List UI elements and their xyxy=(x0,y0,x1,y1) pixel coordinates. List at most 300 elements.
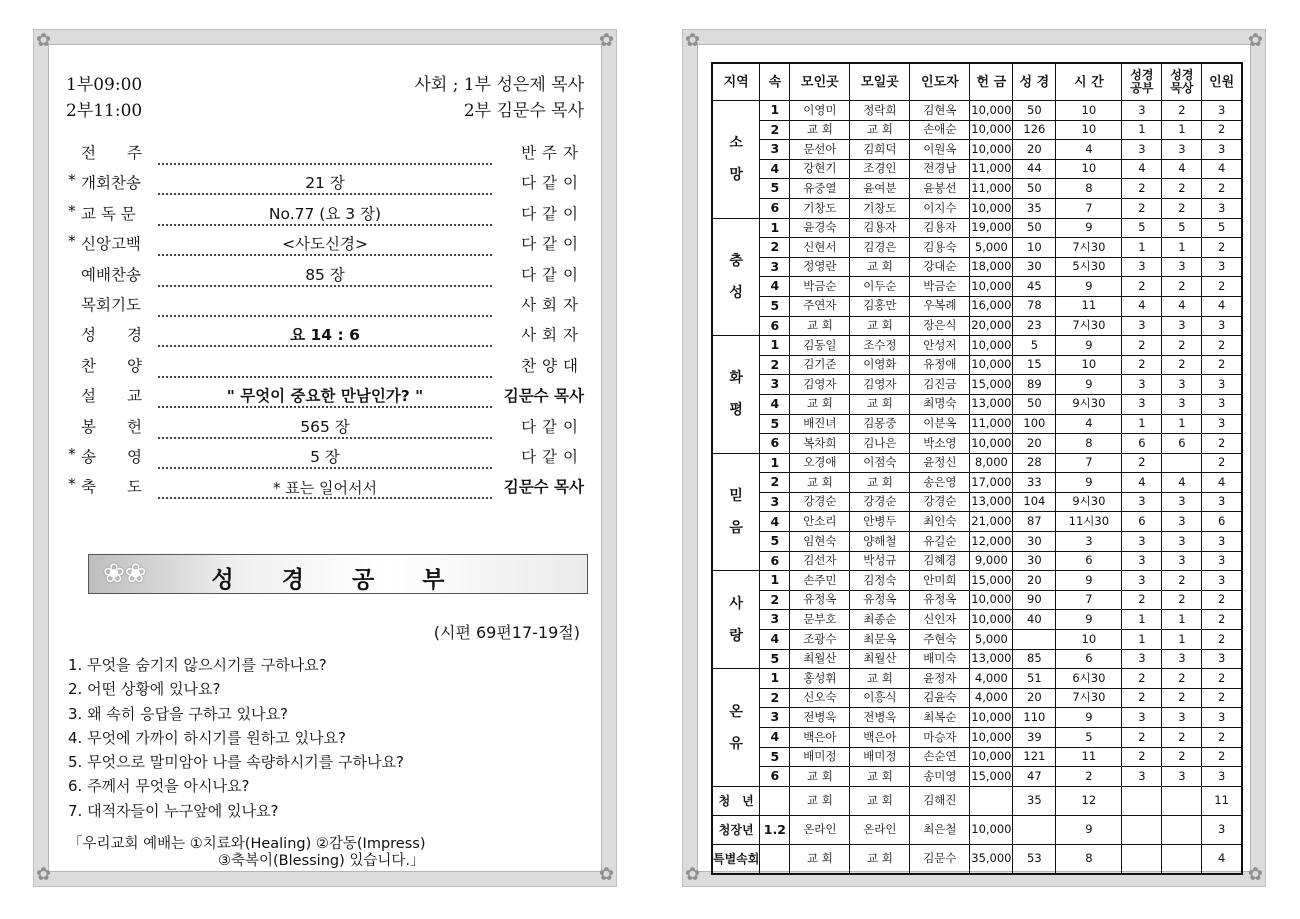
table-cell: 2 xyxy=(1122,336,1162,356)
table-cell: 50 xyxy=(1013,218,1056,238)
table-cell: 7 xyxy=(1056,590,1122,610)
table-cell: 18,000 xyxy=(970,257,1013,277)
worship-item-name: 봉 헌 xyxy=(81,417,142,436)
table-cell: 김용숙 xyxy=(910,238,970,258)
table-cell: 1 xyxy=(1162,630,1202,650)
service-time-2: 2부11:00 xyxy=(66,101,143,121)
region-name-char: 소 xyxy=(729,135,743,152)
table-cell: 4 xyxy=(1162,159,1202,179)
table-cell: 정영란 xyxy=(790,257,850,277)
table-cell: 4,000 xyxy=(970,688,1013,708)
table-row xyxy=(712,375,1242,395)
table-cell: 10,000 xyxy=(970,434,1013,454)
table-row xyxy=(712,336,1242,356)
table-cell: 2 xyxy=(1122,688,1162,708)
table-cell: 13,000 xyxy=(970,394,1013,414)
group-number-cell: 5 xyxy=(760,414,790,434)
stand-mark: * xyxy=(68,171,76,190)
table-cell: 126 xyxy=(1013,120,1056,140)
table-row xyxy=(712,257,1242,277)
table-cell: 전경남 xyxy=(910,159,970,179)
worship-item xyxy=(68,263,584,293)
table-cell: 20 xyxy=(1013,571,1056,591)
table-cell: 신인자 xyxy=(910,610,970,630)
table-cell: 2 xyxy=(1202,728,1242,748)
table-cell: 2 xyxy=(1122,728,1162,748)
table-cell: 10,000 xyxy=(970,815,1013,844)
table-cell: 교 회 xyxy=(850,473,910,493)
table-cell: 4 xyxy=(1202,159,1242,179)
worship-item-detail-text: 85 장 xyxy=(299,266,351,284)
worship-item-detail xyxy=(158,232,492,254)
table-cell: 7 xyxy=(1056,453,1122,473)
region-name-cell xyxy=(712,101,760,219)
table-cell: 2 xyxy=(1122,669,1162,689)
table-cell: 20,000 xyxy=(970,316,1013,336)
daisy-icon: ❀❀ xyxy=(103,559,147,589)
table-cell: 3 xyxy=(1202,492,1242,512)
table-cell: 104 xyxy=(1013,492,1056,512)
table-cell: 3 xyxy=(1122,375,1162,395)
table-cell: 9 xyxy=(1056,375,1122,395)
table-cell: 10 xyxy=(1056,355,1122,375)
stand-mark: * xyxy=(68,201,76,220)
table-cell: 9시30 xyxy=(1056,492,1122,512)
worship-item xyxy=(68,293,584,323)
region-name-char: 평 xyxy=(729,402,743,419)
region-name-char: 화 xyxy=(729,370,743,387)
table-cell: 김선자 xyxy=(790,551,850,571)
table-cell: 윤정자 xyxy=(910,669,970,689)
table-cell: 87 xyxy=(1013,512,1056,532)
service-time-row-2 xyxy=(66,96,584,122)
table-cell: 유정옥 xyxy=(790,590,850,610)
table-cell: 9 xyxy=(1056,571,1122,591)
table-cell: 20 xyxy=(1013,434,1056,454)
table-cell: 39 xyxy=(1013,728,1056,748)
table-row xyxy=(712,140,1242,160)
region-name-cell: 특별속회 xyxy=(712,844,760,874)
table-cell xyxy=(1162,786,1202,815)
table-cell: 2 xyxy=(1162,747,1202,767)
table-cell: 10,000 xyxy=(970,747,1013,767)
table-row xyxy=(712,198,1242,218)
table-cell: 5 xyxy=(1056,728,1122,748)
table-cell: 3 xyxy=(1202,140,1242,160)
flower-ornament-icon: ✿ xyxy=(36,30,52,51)
table-row xyxy=(712,101,1242,121)
table-cell: 최인숙 xyxy=(910,512,970,532)
table-cell: 백은아 xyxy=(850,728,910,748)
table-cell: 최은철 xyxy=(910,815,970,844)
table-cell: 44 xyxy=(1013,159,1056,179)
table-cell: 주연자 xyxy=(790,296,850,316)
table-cell xyxy=(1122,815,1162,844)
group-number-cell xyxy=(760,786,790,815)
group-number-cell: 2 xyxy=(760,238,790,258)
table-cell: 121 xyxy=(1013,747,1056,767)
table-cell: 28 xyxy=(1013,453,1056,473)
table-cell xyxy=(1122,786,1162,815)
table-cell: 6 xyxy=(1056,649,1122,669)
worship-item-name: 교 독 문 xyxy=(81,204,136,223)
table-cell: 이분옥 xyxy=(910,414,970,434)
table-cell: 13,000 xyxy=(970,492,1013,512)
table-cell: 10,000 xyxy=(970,120,1013,140)
table-cell: 3 xyxy=(1122,101,1162,121)
bible-study-title: 성 경 공 부 xyxy=(211,567,465,593)
table-cell: 2 xyxy=(1162,198,1202,218)
table-row xyxy=(712,786,1242,815)
worship-item-leader: 사회자 xyxy=(521,296,584,314)
table-cell: 20 xyxy=(1013,688,1056,708)
question-item: 7. 대적자들이 누구앞에 있나요? xyxy=(68,801,279,820)
table-cell: 3 xyxy=(1122,708,1162,728)
table-cell: 기창도 xyxy=(790,198,850,218)
table-cell: 3 xyxy=(1162,767,1202,787)
group-number-cell: 1 xyxy=(760,101,790,121)
group-number-cell: 5 xyxy=(760,747,790,767)
table-cell: 교 회 xyxy=(790,394,850,414)
table-cell: 윤봉선 xyxy=(910,179,970,199)
table-cell: 3 xyxy=(1056,532,1122,552)
worship-item-leader: 사회자 xyxy=(521,326,584,345)
table-cell: 3 xyxy=(1202,649,1242,669)
table-cell: 김기준 xyxy=(790,355,850,375)
table-cell: 3 xyxy=(1162,649,1202,669)
table-cell: 교 회 xyxy=(850,394,910,414)
table-row xyxy=(712,434,1242,454)
question-item: 4. 무엇에 가까이 하시기를 원하고 있나요? xyxy=(68,728,346,747)
table-cell: 9시30 xyxy=(1056,394,1122,414)
table-cell: 1 xyxy=(1162,414,1202,434)
service-time-row-1 xyxy=(66,70,584,96)
table-cell: 21,000 xyxy=(970,512,1013,532)
table-cell: 45 xyxy=(1013,277,1056,297)
table-cell: 박금순 xyxy=(790,277,850,297)
table-row xyxy=(712,610,1242,630)
question-item: 3. 왜 속히 응답을 구하고 있나요? xyxy=(68,704,288,723)
table-cell: 1 xyxy=(1122,610,1162,630)
table-cell: 배진녀 xyxy=(790,414,850,434)
table-cell: 90 xyxy=(1013,590,1056,610)
worship-item-detail xyxy=(158,445,492,467)
table-cell: 2 xyxy=(1202,277,1242,297)
table-cell: 2 xyxy=(1122,179,1162,199)
table-cell: 1 xyxy=(1162,610,1202,630)
table-cell: 9 xyxy=(1056,218,1122,238)
table-cell: 33 xyxy=(1013,473,1056,493)
group-number-cell: 4 xyxy=(760,728,790,748)
table-cell: 50 xyxy=(1013,179,1056,199)
worship-item-detail xyxy=(158,171,492,193)
worship-item-name: 전 주 xyxy=(81,144,142,162)
table-row xyxy=(712,120,1242,140)
group-number-cell: 5 xyxy=(760,179,790,199)
table-cell xyxy=(1013,815,1056,844)
table-cell: 2 xyxy=(1122,590,1162,610)
table-cell: 배미정 xyxy=(790,747,850,767)
table-cell: 8 xyxy=(1056,434,1122,454)
table-cell xyxy=(1162,844,1202,874)
worship-item-detail-text: 565 장 xyxy=(294,418,356,436)
table-cell: 교 회 xyxy=(790,844,850,874)
table-cell: 2 xyxy=(1122,277,1162,297)
table-cell: 12 xyxy=(1056,786,1122,815)
table-cell: 김홍만 xyxy=(850,296,910,316)
column-header xyxy=(1162,63,1202,101)
table-cell: 7시30 xyxy=(1056,688,1122,708)
table-cell: 2 xyxy=(1162,728,1202,748)
table-cell: 교 회 xyxy=(850,669,910,689)
table-cell: 손애순 xyxy=(910,120,970,140)
worship-item-leader: 반주자 xyxy=(521,144,584,162)
worship-item-detail xyxy=(158,415,492,437)
table-cell: 3 xyxy=(1202,708,1242,728)
flower-ornament-icon: ✿ xyxy=(685,864,701,885)
table-cell: 2 xyxy=(1162,179,1202,199)
group-number-cell: 5 xyxy=(760,649,790,669)
table-cell: 2 xyxy=(1162,571,1202,591)
group-number-cell xyxy=(760,844,790,874)
table-cell: 3 xyxy=(1162,551,1202,571)
dotted-leader xyxy=(158,141,492,165)
table-cell: 3 xyxy=(1122,649,1162,669)
table-cell: 6시30 xyxy=(1056,669,1122,689)
table-cell: 2 xyxy=(1202,590,1242,610)
table-cell: 10,000 xyxy=(970,198,1013,218)
bible-passage: (시편 69편17-19절) xyxy=(433,623,580,642)
worship-item-name: 축 도 xyxy=(81,478,142,497)
table-cell: 6 xyxy=(1162,434,1202,454)
table-cell: 2 xyxy=(1202,688,1242,708)
table-cell: 4 xyxy=(1056,414,1122,434)
roster-page xyxy=(683,30,1265,886)
table-cell: 2 xyxy=(1162,669,1202,689)
table-cell: 3 xyxy=(1202,414,1242,434)
table-cell: 강대순 xyxy=(910,257,970,277)
table-cell: 2 xyxy=(1202,453,1242,473)
region-name-char: 랑 xyxy=(729,627,743,644)
table-row xyxy=(712,551,1242,571)
church-motto xyxy=(68,836,425,870)
table-cell xyxy=(1162,453,1202,473)
worship-item-detail-text: No.77 (요 3 장) xyxy=(263,205,387,223)
table-cell: 3 xyxy=(1202,394,1242,414)
table-cell: 조광수 xyxy=(790,630,850,650)
table-cell: 유정옥 xyxy=(850,590,910,610)
group-number-cell: 1.2 xyxy=(760,815,790,844)
table-cell: 3 xyxy=(1122,140,1162,160)
table-cell: 2 xyxy=(1202,610,1242,630)
table-cell: 2 xyxy=(1202,179,1242,199)
table-cell: 이영미 xyxy=(790,101,850,121)
table-cell: 9 xyxy=(1056,473,1122,493)
worship-item-detail-text: 요 14 : 6 xyxy=(284,326,366,344)
worship-item xyxy=(68,354,584,384)
table-cell: 7 xyxy=(1056,198,1122,218)
group-number-cell: 6 xyxy=(760,316,790,336)
question-list xyxy=(68,654,592,824)
table-cell: 2 xyxy=(1056,767,1122,787)
table-cell: 문선아 xyxy=(790,140,850,160)
table-cell: 김해진 xyxy=(910,786,970,815)
table-cell: 30 xyxy=(1013,532,1056,552)
table-row xyxy=(712,532,1242,552)
worship-item-leader: 다같이 xyxy=(521,174,584,193)
table-cell: 안성저 xyxy=(910,336,970,356)
table-cell: 김현옥 xyxy=(910,101,970,121)
column-header-text: 성경 xyxy=(1130,68,1154,82)
table-cell: 4,000 xyxy=(970,669,1013,689)
worship-item xyxy=(68,415,584,445)
group-number-cell: 3 xyxy=(760,708,790,728)
worship-item-name: 개회찬송 xyxy=(81,174,141,193)
table-cell: 유길순 xyxy=(910,532,970,552)
table-cell: 온라인 xyxy=(850,815,910,844)
table-cell: 조수정 xyxy=(850,336,910,356)
column-header: 인도자 xyxy=(910,63,970,101)
table-cell: 2 xyxy=(1202,355,1242,375)
table-cell: 김혜경 xyxy=(910,551,970,571)
question-item: 5. 무엇으로 말미암아 나를 속량하시기를 구하나요? xyxy=(68,753,404,772)
table-cell: 교 회 xyxy=(790,786,850,815)
table-cell: 3 xyxy=(1122,551,1162,571)
table-cell: 10,000 xyxy=(970,728,1013,748)
table-row xyxy=(712,669,1242,689)
worship-item-name: 신앙고백 xyxy=(81,235,141,254)
worship-item-leader: 다같이 xyxy=(521,417,584,436)
group-number-cell: 6 xyxy=(760,767,790,787)
table-cell: 7시30 xyxy=(1056,316,1122,336)
table-cell: 5,000 xyxy=(970,238,1013,258)
table-cell: 2 xyxy=(1122,198,1162,218)
table-cell: 최문옥 xyxy=(850,630,910,650)
bulletin-page xyxy=(34,30,616,886)
table-cell: 3 xyxy=(1162,257,1202,277)
table-cell: 송미영 xyxy=(910,767,970,787)
table-cell: 2 xyxy=(1202,434,1242,454)
dotted-leader xyxy=(158,354,492,378)
table-cell: 윤경숙 xyxy=(790,218,850,238)
table-cell: 50 xyxy=(1013,101,1056,121)
flower-ornament-icon: ✿ xyxy=(685,30,701,51)
table-cell: 10 xyxy=(1013,238,1056,258)
table-cell: 10 xyxy=(1056,101,1122,121)
table-row xyxy=(712,453,1242,473)
worship-item-detail-text: <사도신경> xyxy=(276,235,374,253)
table-cell: 박소영 xyxy=(910,434,970,454)
table-cell: 13,000 xyxy=(970,649,1013,669)
worship-item-name: 성 경 xyxy=(81,326,142,345)
table-cell: 배미숙 xyxy=(910,649,970,669)
group-number-cell: 4 xyxy=(760,630,790,650)
host-2: 2부 김문수 목사 xyxy=(463,101,584,121)
table-cell: 윤정신 xyxy=(910,453,970,473)
table-cell: 교 회 xyxy=(850,257,910,277)
group-number-cell: 2 xyxy=(760,688,790,708)
table-cell xyxy=(1122,844,1162,874)
group-number-cell: 3 xyxy=(760,375,790,395)
motto-line-1: 「우리교회 예배는 ①치료와(Healing) ②감동(Impress) xyxy=(68,836,426,852)
group-number-cell: 3 xyxy=(760,257,790,277)
table-row xyxy=(712,688,1242,708)
worship-item-detail-text: 21 장 xyxy=(299,174,351,192)
table-cell: 2 xyxy=(1202,747,1242,767)
table-cell: 안소리 xyxy=(790,512,850,532)
column-header: 지역 xyxy=(712,63,760,101)
flower-ornament-icon: ✿ xyxy=(598,30,614,51)
table-cell: 5,000 xyxy=(970,630,1013,650)
region-name-cell xyxy=(712,669,760,787)
region-name-char: 음 xyxy=(729,519,743,536)
table-cell: 전병욱 xyxy=(850,708,910,728)
worship-item-leader: 다같이 xyxy=(521,235,584,254)
table-cell: 10,000 xyxy=(970,140,1013,160)
table-cell: 최월산 xyxy=(790,649,850,669)
region-name-cell: 청장년 xyxy=(712,815,760,844)
column-header: 속 xyxy=(760,63,790,101)
table-cell: 9 xyxy=(1056,610,1122,630)
group-number-cell: 1 xyxy=(760,571,790,591)
table-cell: 5 xyxy=(1122,218,1162,238)
table-cell: 교 회 xyxy=(850,316,910,336)
table-cell: 2 xyxy=(1202,336,1242,356)
table-cell: 30 xyxy=(1013,551,1056,571)
table-header-row xyxy=(712,63,1242,101)
region-name-char: 망 xyxy=(729,167,743,184)
table-cell: 박성규 xyxy=(850,551,910,571)
flower-ornament-icon: ✿ xyxy=(598,864,614,885)
table-row xyxy=(712,316,1242,336)
table-cell: 35,000 xyxy=(970,844,1013,874)
group-number-cell: 5 xyxy=(760,532,790,552)
region-name-cell xyxy=(712,336,760,454)
table-cell: 50 xyxy=(1013,394,1056,414)
table-cell: 강경순 xyxy=(850,492,910,512)
table-cell: 김영자 xyxy=(790,375,850,395)
group-number-cell: 2 xyxy=(760,355,790,375)
worship-item-leader: 김문수 목사 xyxy=(503,387,584,406)
dotted-leader xyxy=(158,293,492,317)
table-cell: 안병두 xyxy=(850,512,910,532)
table-cell: 3 xyxy=(1202,316,1242,336)
table-cell: 10 xyxy=(1056,159,1122,179)
table-cell: 김경은 xyxy=(850,238,910,258)
table-cell: 손순연 xyxy=(910,747,970,767)
table-cell: 3 xyxy=(1122,532,1162,552)
table-cell: 47 xyxy=(1013,767,1056,787)
table-cell: 40 xyxy=(1013,610,1056,630)
column-header: 인원 xyxy=(1202,63,1242,101)
table-cell: 2 xyxy=(1122,355,1162,375)
worship-item xyxy=(68,202,584,232)
table-cell: 5 xyxy=(1013,336,1056,356)
region-name-cell xyxy=(712,571,760,669)
table-cell: 김영자 xyxy=(850,375,910,395)
column-header: 헌 금 xyxy=(970,63,1013,101)
table-cell: 17,000 xyxy=(970,473,1013,493)
table-cell: 1 xyxy=(1162,120,1202,140)
table-row xyxy=(712,218,1242,238)
group-number-cell: 4 xyxy=(760,512,790,532)
table-cell: 3 xyxy=(1122,394,1162,414)
table-cell: 기창도 xyxy=(850,198,910,218)
table-cell: 교 회 xyxy=(790,120,850,140)
table-cell: 15,000 xyxy=(970,571,1013,591)
table-cell: 8 xyxy=(1056,179,1122,199)
motto-line-2: ③축복이(Blessing) 있습니다.」 xyxy=(218,853,425,869)
